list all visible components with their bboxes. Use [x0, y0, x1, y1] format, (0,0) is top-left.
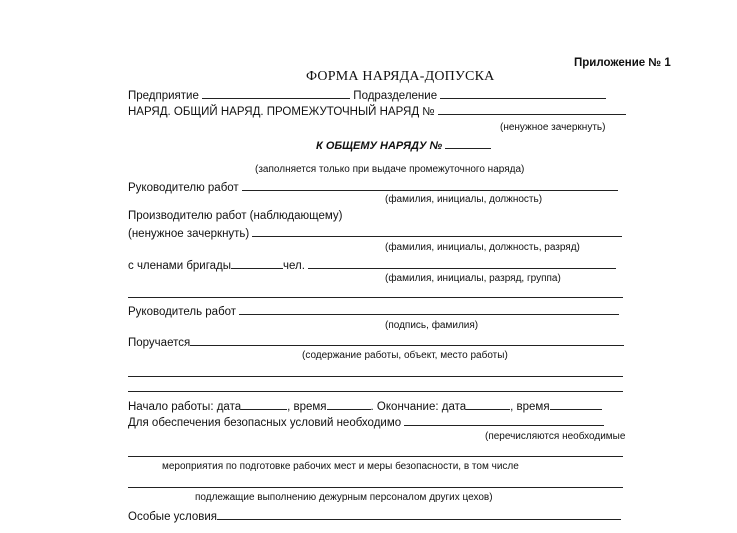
- strike-note: (ненужное зачеркнуть): [500, 122, 606, 133]
- order-number-field[interactable]: [438, 103, 626, 115]
- work-manager-field[interactable]: [239, 303, 619, 315]
- work-manager-row: [128, 303, 619, 319]
- end-time-label: , время: [510, 401, 550, 413]
- enterprise-field[interactable]: [202, 87, 350, 99]
- measures-line[interactable]: [128, 456, 623, 457]
- name-grade-group-note: (фамилия, инициалы, разряд, группа): [385, 273, 561, 284]
- order-types-label: НАРЯД. ОБЩИЙ НАРЯД. ПРОМЕЖУТОЧНЫЙ НАРЯД №: [128, 106, 435, 118]
- work-manager-to-label: Руководителю работ: [128, 182, 239, 194]
- order-type-row: [128, 103, 626, 119]
- special-conditions-field[interactable]: [217, 508, 621, 520]
- signature-surname-note: (подпись, фамилия): [385, 320, 479, 331]
- enterprise-row: [128, 87, 606, 103]
- start-work-date-label: Начало работы: дата: [128, 401, 242, 413]
- name-position-note: (фамилия, инициалы, должность): [385, 194, 543, 205]
- general-order-ref-row: [316, 137, 491, 153]
- end-time-field[interactable]: [550, 398, 602, 410]
- assigned-row: [128, 334, 624, 350]
- special-conditions-label: Особые условия: [128, 511, 218, 523]
- crew-extra-line[interactable]: [128, 297, 623, 298]
- start-time-label: , время: [287, 401, 327, 413]
- enterprise-label: Предприятие: [128, 90, 199, 102]
- assigned-label: Поручается: [128, 337, 191, 349]
- assigned-field[interactable]: [190, 334, 624, 346]
- crew-names-field[interactable]: [308, 257, 616, 269]
- intermediate-note: (заполняется только при выдаче промежуточного наряда): [255, 164, 525, 175]
- division-field[interactable]: [440, 87, 606, 99]
- dates-row: [128, 398, 602, 414]
- work-content-note: (содержание работы, объект, место работы): [302, 350, 508, 361]
- work-performer-row: [128, 225, 622, 241]
- duty-staff-line[interactable]: [128, 487, 623, 488]
- work-performer-label: Производителю работ (наблюдающему): [128, 210, 343, 222]
- end-date-field[interactable]: [466, 398, 510, 410]
- measures-note: мероприятия по подготовке рабочих мест и меры безопасности, в том числе: [162, 461, 519, 472]
- work-manager-label: Руководитель работ: [128, 306, 237, 318]
- start-date-field[interactable]: [241, 398, 287, 410]
- listed-necessary-note: (перечисляются необходимые: [485, 431, 626, 442]
- special-conditions-row: [128, 508, 621, 524]
- appendix-label: Приложение № 1: [574, 57, 671, 69]
- crew-members-label: с членами бригады: [128, 260, 232, 272]
- end-date-label: . Окончание: дата: [370, 401, 467, 413]
- duty-staff-note: подлежащие выполнению дежурным персоналом других цехов): [195, 492, 493, 503]
- crew-count-field[interactable]: [231, 257, 283, 269]
- work-manager-to-field[interactable]: [242, 179, 618, 191]
- people-abbr: чел.: [283, 260, 305, 272]
- division-label: Подразделение: [353, 90, 438, 102]
- crew-row: [128, 257, 616, 273]
- safe-conditions-label: Для обеспечения безопасных условий необходимо: [128, 417, 402, 429]
- safe-conditions-field[interactable]: [404, 414, 604, 426]
- work-content-line-2[interactable]: [128, 391, 623, 392]
- general-order-ref-label: К ОБЩЕМУ НАРЯДУ №: [316, 140, 443, 152]
- work-manager-to-row: [128, 179, 618, 195]
- general-order-number-field[interactable]: [445, 137, 491, 149]
- strike-label-2: (ненужное зачеркнуть): [128, 228, 250, 240]
- start-time-field[interactable]: [327, 398, 371, 410]
- work-performer-field[interactable]: [252, 225, 622, 237]
- work-content-line-1[interactable]: [128, 376, 623, 377]
- name-position-grade-note: (фамилия, инициалы, должность, разряд): [385, 242, 580, 253]
- form-title: ФОРМА НАРЯДА-ДОПУСКА: [306, 69, 495, 84]
- safe-conditions-row: [128, 414, 604, 430]
